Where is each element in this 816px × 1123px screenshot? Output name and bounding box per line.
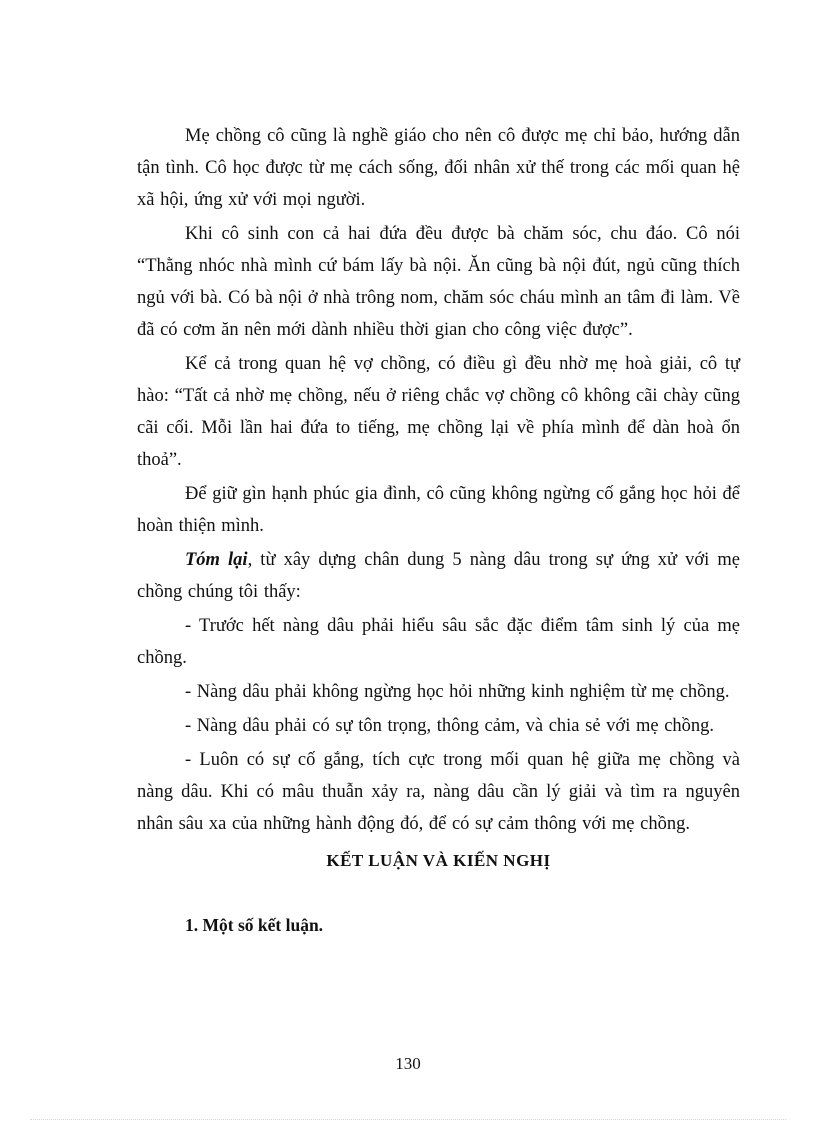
bullet-item-understand: - Trước hết nàng dâu phải hiểu sâu sắc đặc điểm tâm sinh lý của mẹ chồng. <box>137 616 740 668</box>
bullet-item-learn: - Nàng dâu phải không ngừng học hỏi những kinh nghiệm từ mẹ chồng. <box>185 682 730 702</box>
bullet-item-respect: - Nàng dâu phải có sự tôn trọng, thông cảm, và chia sẻ với mẹ chồng. <box>185 716 715 736</box>
paragraph-children-care: Khi cô sinh con cả hai đứa đều được bà chăm sóc, chu đáo. Cô nói “Thằng nhóc nhà mình cứ bám lấy bà nội. Ăn cũng bà nội đút, ngủ cũng thích ngủ với bà. Có bà nội ở nhà trông nom, chăm sóc cháu mình an tâm đi làm. Về đã có cơm ăn nên mới dành nhiều thời gian cho công việc được”. <box>137 224 740 340</box>
summary-lead: Tóm lại <box>185 550 248 570</box>
summary-text: , từ xây dựng chân dung 5 nàng dâu trong sự ứng xử với mẹ chồng chúng tôi thấy: <box>137 550 740 602</box>
section-heading: KẾT LUẬN VÀ KIẾN NGHỊ <box>326 851 551 870</box>
paragraph-summary <box>137 544 740 608</box>
page-bottom-divider <box>30 1119 786 1120</box>
paragraph-family-happiness: Để giữ gìn hạnh phúc gia đình, cô cũng không ngừng cố gắng học hỏi để hoàn thiện mình. <box>137 484 740 536</box>
paragraph-marriage-mediation: Kể cả trong quan hệ vợ chồng, có điều gì đều nhờ mẹ hoà giải, cô tự hào: “Tất cả nhờ mẹ chồng, nếu ở riêng chắc vợ chồng cô không cãi chày cũng cãi cối. Mỗi lần hai đứa to tiếng, mẹ chồng lại về phía mình để dàn hoà ổn thoả”. <box>137 354 740 470</box>
bullet-item-effort: - Luôn có sự cố gắng, tích cực trong mối quan hệ giữa mẹ chồng và nàng dâu. Khi có mâu thuẫn xảy ra, nàng dâu cần lý giải và tìm ra nguyên nhân sâu xa của những hành động đó, để có sự cảm thông với mẹ chồng. <box>137 750 740 834</box>
page-body <box>137 120 740 942</box>
paragraph-mother-in-law-teacher: Mẹ chồng cô cũng là nghề giáo cho nên cô được mẹ chỉ bảo, hướng dẫn tận tình. Cô học được từ mẹ cách sống, đối nhân xử thế trong các mối quan hệ xã hội, ứng xử với mọi người. <box>137 126 740 210</box>
page-number: 130 <box>395 1054 421 1073</box>
subsection-heading: 1. Một số kết luận. <box>185 915 324 935</box>
